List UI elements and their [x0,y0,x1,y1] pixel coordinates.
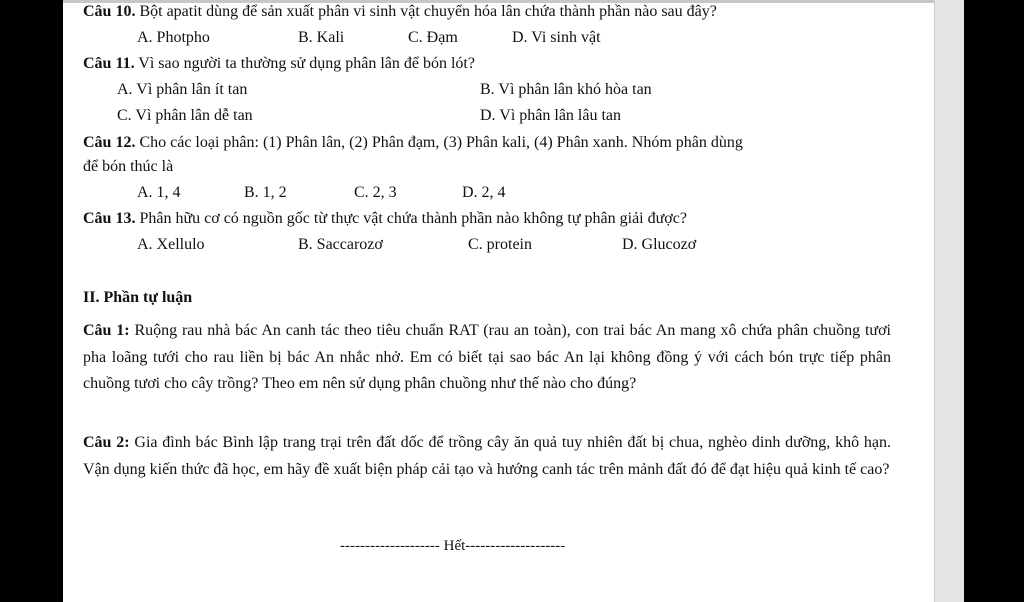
essay-label: Câu 2: [83,434,130,451]
q12-option-a: A. 1, 4 [137,184,181,201]
essay-text: Ruộng rau nhà bác An canh tác theo tiêu chuẩn RAT (rau an toàn), con trai bác An mang xô chứa phân chuồng tươi pha loãng tưới cho rau liền bị bác An nhắc nhở. Em có biết tại sao bác An lại không đồng ý với cách bón trực tiếp phân chuồng tươi cho cây trồng? Theo em nên sử dụng phân chuồng như thế nào cho đúng? [83,322,892,393]
right-margin [964,0,1024,602]
question-label: Câu 12. [83,134,136,151]
q10-option-c: C. Đạm [408,29,458,46]
q12-option-d: D. 2, 4 [462,184,506,201]
q13-option-b: B. Saccarozơ [298,236,383,253]
essay-question-1 [83,318,891,398]
question-11 [83,54,475,74]
section-title: II. Phần tự luận [83,289,193,306]
q13-option-a: A. Xellulo [137,236,205,253]
question-text: Vì sao người ta thường sử dụng phân lân để bón lót? [138,55,475,72]
q10-option-b: B. Kali [298,29,345,46]
essay-text: Gia đình bác Bình lập trang trại trên đất dốc để trồng cây ăn quả tuy nhiên đất bị chua, nghèo dinh dưỡng, khô hạn. Vận dụng kiến thức đã học, em hãy đề xuất biện pháp cải tạo và hướng canh tác trên mảnh đất đó để đạt hiệu quả kinh tế cao? [83,434,892,478]
q12-option-b: B. 1, 2 [244,184,287,201]
question-text: Cho các loại phân: (1) Phân lân, (2) Phân đạm, (3) Phân kali, (4) Phân xanh. Nhóm phân dùng [139,134,743,151]
question-label: Câu 13. [83,210,136,227]
question-label: Câu 11. [83,55,135,72]
question-12-continued: để bón thúc là [83,158,174,175]
vertical-scrollbar[interactable] [934,0,965,602]
essay-question-2 [83,430,891,483]
essay-label: Câu 1: [83,322,130,339]
q11-option-d: D. Vì phân lân lâu tan [480,107,622,124]
q10-option-d: D. Vi sinh vật [512,29,601,46]
q13-option-c: C. protein [468,236,532,253]
q13-option-d: D. Glucozơ [622,236,697,253]
question-text: Phân hữu cơ có nguồn gốc từ thực vật chứa thành phần nào không tự phân giải được? [139,210,687,227]
q11-option-c: C. Vì phân lân dễ tan [117,107,253,124]
question-label: Câu 10. [83,3,136,20]
question-10 [83,2,717,22]
q12-option-c: C. 2, 3 [354,184,397,201]
question-12 [83,133,743,153]
q11-option-b: B. Vì phân lân khó hòa tan [480,81,652,98]
end-marker: -------------------- Hết-------------------- [340,538,566,554]
question-text: Bột apatit dùng để sản xuất phân vi sinh vật chuyển hóa lân chứa thành phần nào sau đây? [139,3,717,20]
q11-option-a: A. Vì phân lân ít tan [117,81,248,98]
question-13 [83,209,687,229]
q10-option-a: A. Photpho [137,29,210,46]
